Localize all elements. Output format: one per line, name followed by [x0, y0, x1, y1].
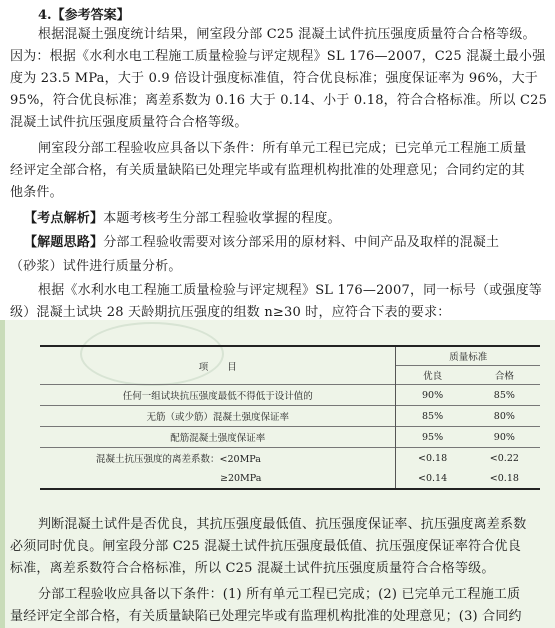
table-cell-pass: 80%	[469, 406, 540, 427]
table-row	[40, 385, 540, 406]
thinking-line	[24, 232, 499, 254]
answer-heading: 4.【参考答案】	[38, 8, 130, 23]
answer-line: 因为：根据《水利水电工程施工质量检验与评定规程》SL 176—2007，C25 混凝土最小强	[10, 49, 546, 64]
judge-line: 必须同时优良。闸室段分部 C25 混凝土试件抗压强度最低值、抗压强度保证率符合优良	[10, 539, 521, 554]
thinking-line: 级）混凝土试块 28 天龄期抗压强度的组数 n≥30 时，应符合下表的要求：	[10, 305, 451, 320]
answer-line: 度为 23.5 MPa，大于 0.9 倍设计强度标准值，符合优良标准；强度保证率为 96%，大于	[10, 71, 539, 86]
table-row	[40, 427, 540, 448]
analysis-line	[24, 208, 341, 230]
table-cell-excellent: <0.18	[396, 448, 469, 469]
table-header-item: 项 目	[40, 347, 396, 385]
table-header-excellent: 优良	[423, 371, 443, 382]
table-cell-excellent: <0.14	[418, 472, 448, 484]
thinking-line: （砂浆）试件进行质量分析。	[10, 259, 182, 274]
cv-ge20-label: ≥20MPa	[40, 468, 396, 488]
answer-line: 根据混凝土强度统计结果，闸室段分部 C25 混凝土试件抗压强度质量符合合格等级。	[38, 27, 536, 42]
table-cell-pass: <0.22	[469, 448, 540, 469]
quality-standard-table	[40, 345, 540, 490]
answer-line: 混凝土试件抗压强度质量符合合格等级。	[10, 115, 248, 130]
answer-line: 经评定全部合格，有关质量缺陷已处理完毕或有监理机构批准的处理意见；合同约定的其	[10, 163, 525, 178]
cv-lt20-label: <20MPa	[219, 454, 261, 465]
answer-line: 他条件。	[10, 185, 63, 200]
table-cell-excellent: 90%	[396, 385, 469, 406]
table-cell-item: 任何一组试块抗压强度最低不得低于设计值的	[40, 385, 396, 406]
thinking-tag: 【解题思路】	[24, 235, 104, 250]
cv-label: 混凝土抗压强度的离差系数：	[96, 454, 220, 465]
table-header-standard: 质量标准	[396, 347, 540, 366]
table-cell-item: 配筋混凝土强度保证率	[40, 427, 396, 448]
table-header-pass: 合格	[494, 371, 514, 382]
answer-line: 95%，符合优良标准；离差系数为 0.16 大于 0.14、小于 0.18，符合合格标准。所以 C25	[10, 93, 548, 108]
table-cell-cv-lt20	[40, 448, 396, 469]
thinking-line: 根据《水利水电工程施工质量检验与评定规程》SL 176—2007，同一标号（或强度等	[38, 283, 542, 298]
table-row	[40, 468, 540, 488]
analysis-text: 本题考核考生分部工程验收掌握的程度。	[103, 211, 341, 226]
accept-line: 分部工程验收应具备以下条件：(1) 所有单元工程已完成；(2) 已完单元工程施工质	[38, 587, 521, 602]
table-cell-pass: 85%	[469, 385, 540, 406]
table-cell-pass: <0.18	[489, 472, 519, 484]
table-cell-item: 无筋（或少筋）混凝土强度保证率	[40, 406, 396, 427]
table-cell-excellent: 95%	[396, 427, 469, 448]
judge-line: 判断混凝土试件是否优良，其抗压强度最低值、抗压强度保证率、抗压强度离差系数	[38, 517, 527, 532]
thinking-text: 分部工程验收需要对该分部采用的原材料、中间产品及取样的混凝土	[103, 235, 500, 250]
table-row	[40, 448, 540, 469]
analysis-tag: 【考点解析】	[24, 211, 104, 226]
table-cell-pass: 90%	[469, 427, 540, 448]
table-cell-excellent: 85%	[396, 406, 469, 427]
table-row	[40, 406, 540, 427]
judge-line: 标准，离差系数符合合格标准，所以 C25 混凝土试件抗压强度质量符合合格等级。	[10, 561, 495, 576]
answer-line: 闸室段分部工程验收应具备以下条件：所有单元工程已完成；已完单元工程施工质量	[38, 141, 527, 156]
accept-line: 量经评定全部合格，有关质量缺陷已处理完毕或有监理机构批准的处理意见；(3) 合同约	[10, 609, 522, 624]
